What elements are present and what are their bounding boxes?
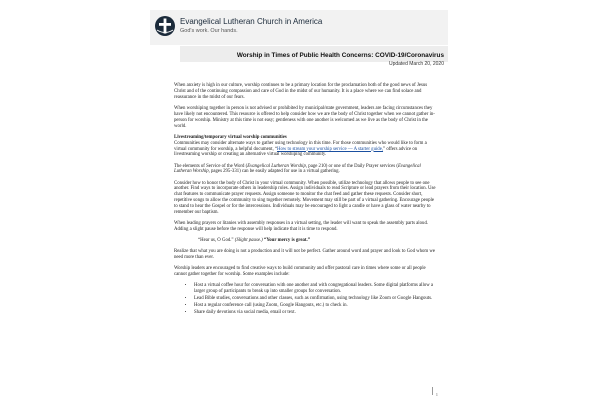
response-example	[174, 238, 436, 244]
starter-guide-link[interactable]: How to stream your worship service — A starter guide,	[276, 146, 384, 152]
pause-note: (Slight pause.)	[234, 238, 263, 244]
book-title: Evangelical Lutheran Worship	[247, 163, 306, 169]
org-tagline: God's work. Our hands.	[180, 28, 238, 34]
paragraph-intro: When anxiety is high in our culture, worship continues to be a primary location for the proclamation both of the good news of Jesus Christ and of the continuing compassion and care of God in the midst of our humanity. It is a place where we can find solace and reassurance in the midst of our fears.	[174, 83, 428, 100]
text-segment: Communities may consider alternate ways to gather using technology in this time. For those communities who would like to form a virtual community for worship, a helpful document, “	[174, 140, 427, 152]
text-segment: , page 210) or one of the Daily Prayer services (	[305, 163, 398, 169]
response-text: “Your mercy is great.”	[262, 238, 311, 244]
paragraph-in-person: When worshiping together in person is not advised or prohibited by municipal/state government, leaders are facing circumstances they have likely not encountered. This resource is offered to help consider how we are the body of Christ together when we cannot gather in-person for worship. Ministry at this time is not easy; gentleness with one another is welcomed as we live as the body of Christ in the world.	[174, 105, 435, 129]
paragraph-not-production: Realize that what you are doing is not a production and it will not be perfect. Gather around word and prayer and look to God whom we need more than ever.	[174, 249, 435, 261]
list-item: • Host a virtual coffee hour for conversation with one another and with congregational leaders. Some digital platforms allow a larger group of participants to break up into smaller groups for conversation.	[194, 283, 436, 295]
footer-divider	[432, 387, 433, 395]
document-page	[150, 10, 448, 400]
text-segment: “Hear us, O God.”	[198, 238, 235, 244]
paragraph-prayers: When leading prayers or litanies with assembly responses in a virtual setting, the leader will want to speak the assembly parts aloud. Adding a slight pause before the response will help indicate that it is time to respond.	[174, 221, 429, 233]
text-segment: The elements of Service of the Word (	[174, 163, 248, 169]
paragraph-examples-intro: Worship leaders are encouraged to find creative ways to build community and offer pastoral care in times where some or all people cannot gather together for worship. Some examples include:	[174, 266, 426, 278]
elca-cross-logo-icon	[154, 15, 176, 37]
org-name: Evangelical Lutheran Church in America	[180, 17, 323, 26]
book-title: Evangelical Lutheran Worship	[174, 163, 421, 175]
paragraph-technology	[174, 141, 436, 159]
updated-date: Updated March 20, 2020	[388, 61, 444, 67]
list-item: • Share daily devotions via social media, email or text.	[194, 310, 436, 316]
text-segment: , pages 295-331) can be easily adapted for use in a virtual gathering.	[208, 169, 340, 175]
list-item: • Host a regular conference call (using Zoom, Google Hangouts, etc.) to check in.	[194, 303, 436, 309]
paragraph-honor-body: Consider how to honor the body of Christ in your virtual community. When possible, utilize technology that allows people to see one another. Find ways to incorporate others in leadership roles. Assign individuals to read Scripture or lead prayers from their location. Use chat features to communicate prayer requests. Assign someone to monitor the chat feed and gather these requests. Consider short, repetitive songs to allow the community to sing together remotely. Movement may still be part of a virtual gathering. Encourage people to stand to hear the Gospel or for the intercessions. Individuals may be encouraged to light a candle or have a glass of water nearby to remember our baptism.	[174, 180, 436, 216]
section-heading: Livestreaming/temporary virtual worship communities	[174, 134, 287, 140]
examples-list	[174, 283, 436, 316]
list-item: • Lead Bible studies, conversations and other classes, such as confirmation, using technology like Zoom or Google Hangouts.	[194, 296, 436, 302]
page-number: 1	[435, 392, 438, 397]
text-segment: ” offers advice on livestreaming worship or creating an alternative virtual worshiping community.	[174, 146, 418, 158]
document-body	[174, 83, 436, 317]
paragraph-service-elements	[174, 164, 436, 176]
document-title: Worship in Times of Public Health Concerns: COVID-19/Coronavirus	[236, 52, 444, 59]
